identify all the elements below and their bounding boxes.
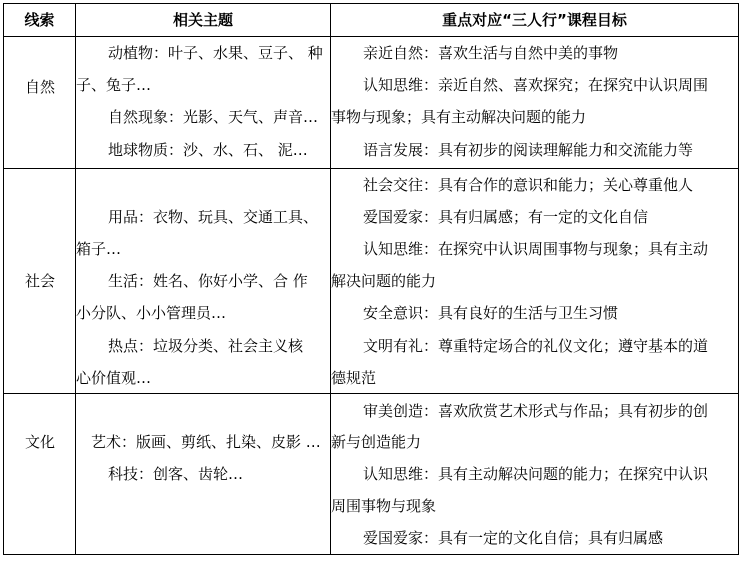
topic-line: 小分队、小小管理员… (76, 304, 227, 322)
header-goals: 重点对应“三人行”课程目标 (442, 11, 627, 29)
border-right (738, 3, 739, 555)
goal-line: 认知思维：在探究中认识周围事物与现象；具有主动 (363, 240, 709, 258)
topic-line: 科技：创客、齿轮… (108, 465, 244, 483)
topic-line: 地球物质：沙、水、石、 泥… (108, 141, 308, 159)
goal-line: 审美创造：喜欢欣赏艺术形式与作品；具有初步的创 (363, 402, 709, 420)
goal-line: 德规范 (331, 369, 377, 387)
goal-line: 亲近自然：喜欢生活与自然中美的事物 (363, 44, 619, 62)
goal-line: 语言发展：具有初步的阅读理解能力和交流能力等 (363, 141, 694, 159)
course-table (3, 3, 739, 555)
goal-line: 认知思维：亲近自然、喜欢探究；在探究中认识周围 (363, 76, 709, 94)
border-bottom (3, 554, 739, 555)
goal-line: 文明有礼：尊重特定场合的礼仪文化；遵守基本的道 (363, 337, 709, 355)
row-clue-nature: 自然 (24, 78, 55, 96)
goal-line: 安全意识：具有良好的生活与卫生习惯 (363, 304, 619, 322)
goal-line: 解决问题的能力 (331, 272, 437, 290)
border-header-bottom (3, 36, 739, 37)
topic-line: 艺术：版画、剪纸、扎染、皮影 … (91, 433, 321, 451)
goal-line: 事物与现象；具有主动解决问题的能力 (331, 108, 587, 126)
topic-line: 热点：垃圾分类、社会主义核 (108, 337, 304, 355)
topic-line: 用品：衣物、玩具、交通工具、 (108, 208, 319, 226)
header-topics: 相关主题 (172, 11, 233, 29)
topic-line: 生活：姓名、你好小学、合 作 (108, 272, 308, 290)
goal-line: 周围事物与现象 (331, 497, 437, 515)
goal-line: 爱国爱家：具有一定的文化自信；具有归属感 (363, 529, 664, 547)
row-clue-culture: 文化 (24, 433, 55, 451)
header-clue: 线索 (24, 11, 55, 29)
goal-line: 社会交往：具有合作的意识和能力；关心尊重他人 (363, 176, 694, 194)
border-row1-bottom (3, 168, 739, 169)
goal-line: 新与创造能力 (331, 433, 422, 451)
row-clue-society: 社会 (24, 272, 55, 290)
topic-line: 子、兔子… (76, 76, 152, 94)
goal-line: 爱国爱家：具有归属感；有一定的文化自信 (363, 208, 649, 226)
border-row2-bottom (3, 393, 739, 394)
topic-line: 动植物：叶子、水果、豆子、 种 (108, 44, 323, 62)
topic-line: 箱子… (76, 240, 122, 258)
topic-line: 自然现象：光影、天气、声音… (108, 108, 319, 126)
topic-line: 心价值观… (76, 369, 152, 387)
goal-line: 认知思维：具有主动解决问题的能力；在探究中认识 (363, 465, 709, 483)
